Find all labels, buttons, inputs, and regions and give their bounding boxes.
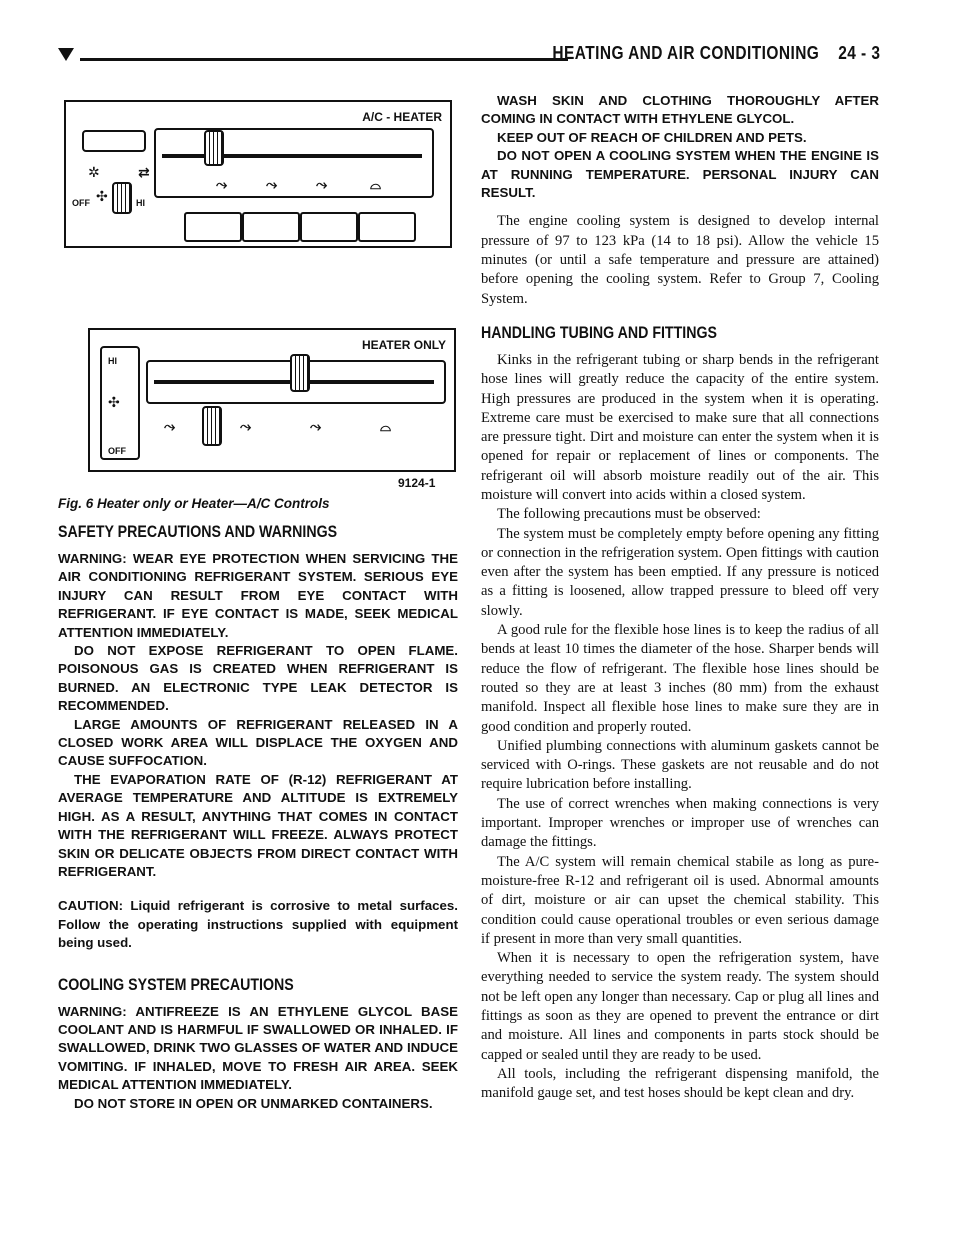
ac-heater-label: A/C - HEATER: [362, 110, 442, 124]
off-label-2: OFF: [108, 446, 126, 456]
defrost-icon-2: ⌓: [380, 419, 392, 435]
warning-children-pets: KEEP OUT OF REACH OF CHILDREN AND PETS.: [497, 129, 807, 145]
warning-antifreeze: WARNING: ANTIFREEZE IS AN ETHYLENE GLYCOL BASE COOLANT AND IS HARMFUL IF SWALLOWED OR INHALED. IF SWALLOWED, DRINK TWO GLASSES OF WATER AND INDUCE VOMITING. IF INHALED, MOVE TO FRESH AIR AREA. SEEK MEDICAL ATTENTION IMMEDIATELY.: [58, 1003, 458, 1093]
hi-label-2: HI: [108, 356, 117, 366]
heater-only-panel-illustration: [88, 328, 456, 472]
header-title: HEATING AND AIR CONDITIONING 24 - 3: [552, 43, 880, 63]
figure-caption: Fig. 6 Heater only or Heater—A/C Controls: [58, 496, 330, 511]
section-title-tubing: HANDLING TUBING AND FITTINGS: [481, 323, 717, 342]
vent-icon: ⤳: [216, 177, 228, 193]
paragraph-chemical-stability: The A/C system will remain chemical stabile as long as pure-moisture-free R-12 and refrigerant oil is used. Abnormal amounts of dirt, moisture or air can upset the chemical stability. This condition could cause operational troubles or even serious damage if present in more than very small quantities.: [481, 853, 879, 947]
mode-button-2: [242, 212, 300, 242]
mode-button-4: [358, 212, 416, 242]
slider-knob-icon: [204, 130, 224, 166]
slider-knob-icon-2: [290, 354, 310, 392]
paragraph-unified-plumbing: Unified plumbing connections with aluminum gaskets cannot be serviced with O-rings. These gaskets are not reusable and do not require lubrication before installing.: [481, 737, 879, 793]
caution-corrosive: CAUTION: Liquid refrigerant is corrosive to metal surfaces. Follow the operating instructions supplied with equipment being used.: [58, 898, 458, 951]
warning-evaporation: THE EVAPORATION RATE OF (R-12) REFRIGERANT AT AVERAGE TEMPERATURE AND ALTITUDE IS EXTREMELY HIGH. AS A RESULT, ANYTHING THAT COMES IN CONTACT WITH THE REFRIGERANT WILL FREEZE. ALWAYS PROTECT SKIN OR DELICATE OBJECTS FROM DIRECT CONTACT WITH REFRIGERANT.: [58, 771, 458, 879]
section-title-safety: SAFETY PRECAUTIONS AND WARNINGS: [58, 523, 338, 541]
defrost-icon: ⌓: [370, 177, 382, 193]
page-header: [58, 40, 880, 68]
fan-icon: ✣: [96, 189, 108, 205]
gear-icon: ✲: [88, 165, 100, 181]
fan-knob-icon: [112, 182, 132, 214]
bilevel-icon-2: ⤳: [240, 419, 252, 435]
paragraph-precautions-intro: The following precautions must be observed:: [497, 506, 761, 523]
figure-controls: [58, 92, 458, 510]
mode-lever-icon: [82, 130, 146, 152]
fan-icon-2: ✣: [108, 395, 120, 411]
paragraph-hose-bends: A good rule for the flexible hose lines is to keep the radius of all bends at least 10 times the diameter of the hose. Sharper bends will reduce the flow of refrigerant. The flexible hose lines should be routed so they are at least 3 inches (80 mm) from the exhaust manifold. Inspect all flexible hose lines to make sure they are in good condition and properly routed.: [481, 622, 879, 735]
paragraph-cooling-pressure: The engine cooling system is designed to develop internal pressure of 97 to 123 kPa (14 to 18 psi). Allow the vehicle 15 minutes (or until a safe temperature and pressure are attained) before opening the cooling system. Refer to Group 7, Cooling System.: [481, 213, 879, 307]
left-column: [58, 92, 458, 1113]
recirc-car-icon: ⇄: [138, 165, 150, 181]
warning-running-temp: DO NOT OPEN A COOLING SYSTEM WHEN THE ENGINE IS AT RUNNING TEMPERATURE. PERSONAL INJURY CAN RESULT.: [481, 148, 879, 201]
off-label: OFF: [72, 198, 90, 208]
warning-containers: DO NOT STORE IN OPEN OR UNMARKED CONTAINERS.: [74, 1095, 433, 1111]
mode-button-1: [184, 212, 242, 242]
right-column: [481, 92, 879, 1104]
triangle-marker-icon: [58, 48, 74, 61]
slider-slot: [162, 154, 422, 158]
warning-eye-protection: WARNING: WEAR EYE PROTECTION WHEN SERVICING THE AIR CONDITIONING REFRIGERANT SYSTEM. SERIOUS EYE INJURY CAN RESULT FROM EYE CONTACT WITH REFRIGERANT. IF EYE CONTACT IS MADE, SEEK MEDICAL ATTENTION IMMEDIATELY.: [58, 551, 458, 640]
mode-button-3: [300, 212, 358, 242]
slider-track-box: [154, 128, 434, 198]
floor-icon-2: ⤳: [310, 419, 322, 435]
header-rule: [80, 58, 568, 61]
floor-icon: ⤳: [316, 177, 328, 193]
paragraph-wrenches: The use of correct wrenches when making connections is very important. Improper wrenches or improper use of wrenches can damage the fittings.: [481, 795, 879, 851]
mode-knob-icon: [202, 406, 222, 446]
section-title-cooling: COOLING SYSTEM PRECAUTIONS: [58, 975, 294, 994]
vent-icon-2: ⤳: [164, 419, 176, 435]
hi-label: HI: [136, 198, 145, 208]
paragraph-open-system: When it is necessary to open the refrigeration system, have everything needed to service the system ready. The system should not be left open any longer than necessary. Cap or plug all lines and fittings as soon as they are opened to prevent the entrance or dirt and moisture. All lines and components in parts stock should be capped or sealed until they are ready to be used.: [481, 950, 879, 1063]
heater-only-label: HEATER ONLY: [361, 338, 446, 352]
figure-id: 9124-1: [398, 476, 436, 490]
warning-open-flame: DO NOT EXPOSE REFRIGERANT TO OPEN FLAME. POISONOUS GAS IS CREATED WHEN REFRIGERANT IS BURNED. AN ELECTRONIC TYPE LEAK DETECTOR IS RECOMMENDED.: [58, 643, 458, 714]
ac-heater-panel-illustration: [64, 100, 452, 248]
paragraph-tools-clean: All tools, including the refrigerant dispensing manifold, the manifold gauge set, and test hoses should be kept clean and dry.: [481, 1065, 879, 1102]
paragraph-kinks: Kinks in the refrigerant tubing or sharp bends in the refrigerant hose lines will greatly reduce the capacity of the entire system. High pressures are produced in the system when it is operating. Extreme care must be exercised to make sure that all connections are pressure tight. Dirt and moisture can enter the system when it is opened for repair or replacement of lines or components. The refrigerant oil will absorb moisture readily out of the air. This moisture will convert into acids within a closed system.: [481, 351, 879, 503]
warning-suffocation: LARGE AMOUNTS OF REFRIGERANT RELEASED IN A CLOSED WORK AREA WILL DISPLACE THE OXYGEN AND CAUSE SUFFOCATION.: [58, 716, 458, 769]
warning-wash-skin: WASH SKIN AND CLOTHING THOROUGHLY AFTER COMING IN CONTACT WITH ETHYLENE GLYCOL.: [481, 93, 879, 127]
paragraph-empty-system: The system must be completely empty before opening any fitting or connection in the refrigeration system. Open fittings with caution even after the system has been emptied. If any pressure is noticed as a fitting is loosened, allow trapped pressure to bleed off very slowly.: [481, 525, 879, 619]
bilevel-icon: ⤳: [266, 177, 278, 193]
